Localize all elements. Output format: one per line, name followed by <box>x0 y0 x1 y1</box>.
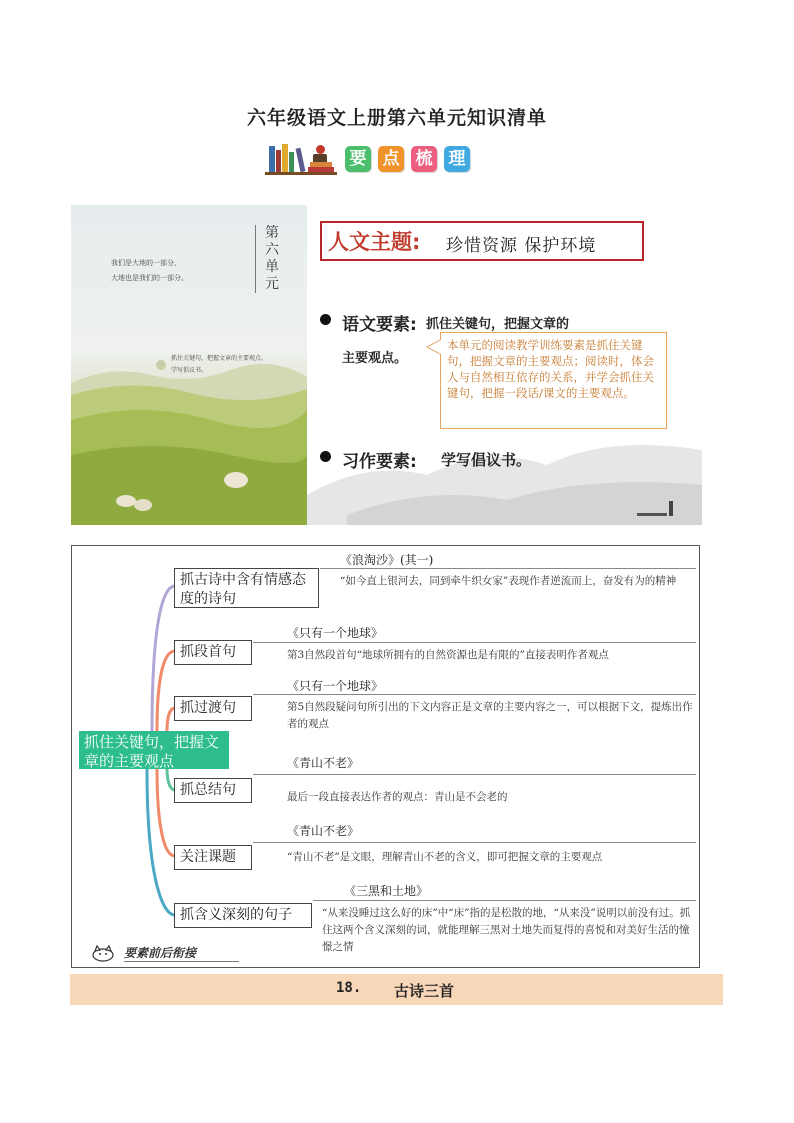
bullet-icon <box>320 314 331 325</box>
theme-value: 珍惜资源 保护环境 <box>446 236 597 256</box>
banner-chip: 点 <box>378 146 404 172</box>
bullet-icon <box>320 451 331 462</box>
theme-label: 人文主题: <box>328 230 421 254</box>
unit-overview-panel <box>71 205 702 525</box>
mind-map <box>71 545 700 968</box>
branch-description: “青山不老”是文眼，理解青山不老的含义，即可把握文章的主要观点 <box>287 851 603 863</box>
branch-source: 《只有一个地球》 <box>287 679 384 693</box>
branch-description: 第3自然段首句“地球所拥有的自然资源也是有限的”直接表明作者观点 <box>287 649 609 661</box>
banner-chip: 要 <box>345 146 371 172</box>
branch-source: 《青山不老》 <box>287 824 360 838</box>
mind-map-node: 抓段首句 <box>174 640 252 665</box>
cover-checklist-item: 抓住关键句，把握文章的主要观点。 <box>171 355 268 362</box>
mind-map-node: 抓过渡句 <box>174 696 252 721</box>
branch-source: 《浪淘沙》(其一) <box>340 553 434 567</box>
branch-description: “如今直上银河去，同到牵牛织女家”表现作者逆流而上，奋发有为的精神 <box>340 575 677 587</box>
mind-map-node: 抓含义深刻的句子 <box>174 903 312 928</box>
section-banner <box>265 138 480 178</box>
unit-vertical-title: 第六单元 <box>255 225 285 293</box>
branch-description: “从来没睡过这么好的床”中“床”指的是松散的地，“从来没”说明以前没有过。抓住这两个含义深刻的词，就能理解三黑对土地失而复得的喜悦和对美好生活的憧憬之情 <box>322 907 691 953</box>
banner-chip: 梳 <box>411 146 437 172</box>
branch-source: 《青山不老》 <box>287 756 360 770</box>
banner-chip: 理 <box>444 146 470 172</box>
branch-description: 最后一段直接表达作者的观点：青山是不会老的 <box>287 791 508 803</box>
lesson-name: 古诗三首 <box>394 982 455 1000</box>
language-element-label: 语文要素: <box>342 315 417 335</box>
mind-map-node: 抓古诗中含有情感态度的诗句 <box>174 568 319 608</box>
mind-map-node: 抓总结句 <box>174 778 252 803</box>
cat-mascot-icon <box>90 944 116 962</box>
branch-source: 《只有一个地球》 <box>287 626 384 640</box>
explanation-callout: 本单元的阅读教学训练要素是抓住关键句，把握文章的主要观点；阅读时，体会人与自然相互依存的关系，并学会抓住关键句，把握一段话/课文的主要观点。 <box>440 332 667 429</box>
lesson-number: 18. <box>336 980 362 996</box>
mind-map-node: 关注课题 <box>174 845 252 870</box>
mind-map-root: 抓住关键句，把握文章的主要观点 <box>79 731 229 769</box>
branch-description: 第5自然段疑问句所引出的下文内容正是文章的主要内容之一，可以根据下文，提炼出作者的观点 <box>287 701 693 730</box>
page-title: 六年级语文上册第六单元知识清单 <box>246 107 547 129</box>
cover-poem-line: 我们是大地的一部分， <box>111 259 181 267</box>
unit-cover-illustration <box>71 205 307 525</box>
cover-checklist-item: 学写倡议书。 <box>171 367 208 374</box>
language-element-continuation: 主要观点。 <box>342 351 408 366</box>
section-link-tag: 要素前后衔接 <box>124 946 197 960</box>
theme-box <box>320 221 644 261</box>
writing-element-value: 学写倡议书。 <box>441 451 532 469</box>
language-element-value: 抓住关键句，把握文章的 <box>426 317 570 332</box>
lesson-header-bar <box>70 974 723 1005</box>
cover-poem-line: 大地也是我们的一部分。 <box>111 274 188 282</box>
writing-element-label: 习作要素: <box>342 452 417 472</box>
branch-source: 《三黑和土地》 <box>344 884 429 898</box>
